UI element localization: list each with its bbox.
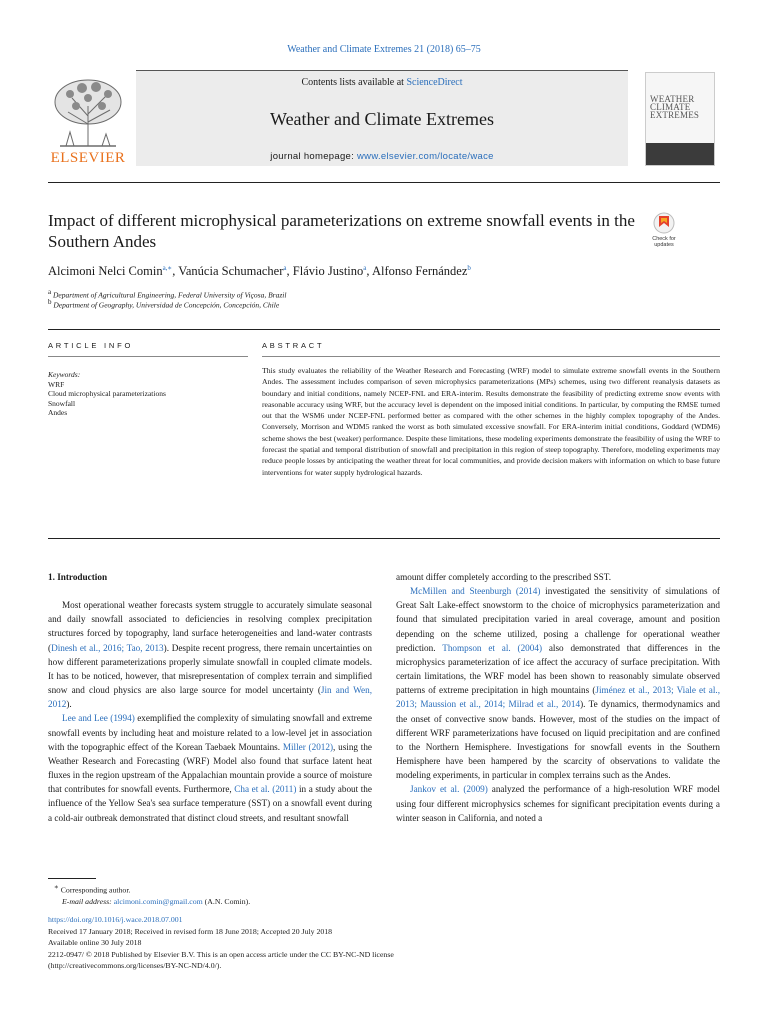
license-text: 2212-0947/ © 2018 Published by Elsevier B.V. This is an open access article under the CC BY-NC-ND license — [48, 949, 394, 959]
journal-banner — [136, 70, 628, 166]
citation-link[interactable]: Miller (2012) — [282, 741, 334, 752]
author-name[interactable]: Alcimoni Nelci Comin — [48, 264, 163, 279]
homepage-link[interactable]: www.elsevier.com/locate/wace — [357, 151, 494, 162]
journal-name: Weather and Climate Extremes — [270, 109, 494, 129]
footnote: ∗ Corresponding author. E-mail address: alcimoni.comin@gmail.com (A.N. Comin). — [54, 883, 251, 907]
elsevier-wordmark: ELSEVIER — [50, 150, 126, 166]
abstract-text: This study evaluates the reliability of the Weather Research and Forecasting (WRF) model to simulate extreme snowfall events in the Southern Andes. The assessment includes comparison of seven microphysics parameterizations (MPs) schemes, using two different reanalysis datasets as boundary and initial conditions, namely NCEP-FNL and ERA-interim. Results demonstrate the feasibility of predicting extreme snow events with reasonable accuracy using WRF, but the accuracy level is dependent on the imposed initial conditions. In particular, by computing the RMSE turned out that the WSM6 under NCEP-FNL performed better as compared with the other schemes in the highly complex topography of the Andes. Conversely, Morrison and WDM5 ranked the worst as both simulated excessive snowfall. For ERA-interim initial conditions, Goddard (WDM6) scheme shows the best (weaker) performance. Despite these limitations, these modeling experiments demonstrate the feasibility of using the WRF to forecast the spatial and temporal distribution of snowfall and precipitation in this region of steep topography. Therefore, modeling experiments may reduce people losses by anticipating the weather threat for local communities, and provide decision makers with information on which to base future interventions for water supply hydrological hazards. — [262, 366, 720, 477]
keyword: Snowfall — [48, 398, 76, 408]
article-info-heading: ARTICLE INFO — [48, 341, 134, 350]
author-name[interactable]: Vanúcia Schumacher — [178, 264, 284, 279]
received-dates: Received 17 January 2018; Received in revised form 18 June 2018; Accepted 20 July 2018 — [48, 926, 333, 936]
affiliation-divider — [48, 329, 720, 330]
article-title: Impact of different microphysical parameterizations on extreme snowfall events in the Southern Andes — [48, 211, 635, 251]
sciencedirect-link[interactable]: ScienceDirect — [406, 77, 463, 88]
journal-reference[interactable]: Weather and Climate Extremes 21 (2018) 65–75 — [287, 44, 481, 55]
masthead — [48, 70, 628, 165]
citation-link[interactable]: McMillen and Steenburgh (2014) — [410, 586, 541, 597]
article-metadata — [48, 914, 394, 972]
body-column-left — [48, 570, 372, 825]
contents-line: Contents lists available at ScienceDirect — [301, 77, 463, 88]
body-column-right — [396, 570, 720, 825]
journal-cover-thumbnail[interactable] — [645, 72, 715, 166]
abstract-end-divider — [48, 538, 720, 539]
crossmark-icon — [653, 212, 675, 234]
email-link[interactable]: alcimoni.comin@gmail.com — [113, 897, 203, 907]
paragraph: Jankov et al. (2009) analyzed the performance of a high-resolution WRF model using four different microphysics schemes for significant precipitation events during a winter season in California, and noted a — [396, 784, 720, 823]
author-list: Alcimoni Nelci Comin$^{a,∗}$, Vanúcia Schumacher$^a$, Flávio Justino$^a$, Alfonso Fernández$^b$ — [48, 264, 471, 279]
citation-link[interactable]: Cha et al. (2011) — [234, 784, 297, 795]
keyword: WRF — [48, 379, 65, 389]
author-name[interactable]: Flávio Justino — [292, 264, 364, 279]
keyword: Andes — [48, 408, 68, 418]
citation-link[interactable]: Lee and Lee (1994) — [62, 713, 135, 724]
doi-link[interactable]: https://doi.org/10.1016/j.wace.2018.07.001 — [48, 915, 183, 924]
affiliation: $^b$ Department of Geography, Universidad de Concepción, Concepción, Chile — [48, 298, 280, 310]
citation-link[interactable]: Dinesh et al., 2016; Tao, 2013 — [51, 642, 164, 653]
abstract-divider — [262, 356, 720, 357]
journal-homepage: journal homepage: www.elsevier.com/locate/wace — [270, 151, 494, 162]
article-info-divider — [48, 356, 248, 357]
check-for-updates-badge[interactable]: Check for updates — [646, 212, 682, 252]
header-divider — [48, 182, 720, 183]
keywords-label: Keywords: — [48, 370, 81, 379]
citation-link[interactable]: Jankov et al. (2009) — [410, 784, 488, 795]
paragraph: Lee and Lee (1994) exemplified the complexity of simulating snowfall and extreme snowfall events by including heat and moisture related to a low-level jet in association with the topographic effect of the Korean Taebaek Mountains. Miller (2012), using the Weather Research and Forecasting (WRF) Model also found that surface latent heat fluxes in the region upstream of the Appalachian mountain provide a source of moisture that contributes for snowfall events. Furthermore, Cha et al. (2011) in a study about the influence of the Yellow Sea's sea surface temperature (SST) on a snowfall event during a cold-air outbreak demonstrated that distinct cloud streets, and resultant snowfall — [48, 713, 372, 823]
paragraph: Most operational weather forecasts system struggle to accurately simulate seasonal and daily snowfall associated to deficiencies in resolving complex precipitation structures forced by topography, land surface heterogeneities and land-water contrasts (Dinesh et al., 2016; Tao, 2013). Despite recent progress, there remain uncertainties on how different parameterizations properly simulate snowfall in coupled climate models. It has to be noticed, however, that misrepresentation of complex terrain and simplified snow and cloud physics are also large source for model uncertainty (Jin and Wen, 2012). — [48, 600, 372, 710]
license-url[interactable]: (http://creativecommons.org/licenses/BY-NC-ND/4.0/). — [48, 961, 222, 971]
cover-image-band — [646, 143, 714, 165]
citation-link[interactable]: Jiménez et al., 2013; Viale et al., 2013; Maussion et al., 2014; Milrad et al., 2014 — [396, 685, 720, 710]
author-name[interactable]: Alfonso Fernández — [371, 264, 468, 279]
available-online: Available online 30 July 2018 — [48, 938, 142, 948]
section-heading-introduction: 1. Introduction — [48, 572, 108, 582]
paragraph: amount differ completely according to the prescribed SST. — [396, 572, 611, 582]
keywords-list — [48, 370, 166, 418]
citation-link[interactable]: Thompson et al. (2004) — [442, 642, 543, 653]
keyword: Cloud microphysical parameterizations — [48, 389, 166, 399]
citation-link[interactable]: Jin and Wen, 2012 — [48, 685, 372, 710]
paragraph: McMillen and Steenburgh (2014) investigated the sensitivity of simulations of Great Salt Lake-effect snowstorm to the choice of microphysics parameterization and found that simulated precipitation varied in areal coverage, amount and position depending on the scheme utilized, posing a challenge for operational weather prediction. Thompson et al. (2004) also demonstrated that differences in the microphysics parameterization of ice affect the accuracy of surface precipitation. With certain limitations, the WRF model has been shown to reasonably simulate observed patterns of extreme precipitation in high mountains (Jiménez et al., 2013; Viale et al., 2013; Maussion et al., 2014; Milrad et al., 2014). Te dynamics, thermodynamics and the onset of convective snow bands. However, most of the studies on the impact of different WRF parameterizations have focused on liquid precipitation and are confined to the Northern Hemisphere. Investigations for snowfall events in the Southern Hemisphere have been hampered by the scarcity of observations to validate the modeling experiments, in particular in complex terrains such as the Andes. — [396, 586, 720, 781]
affiliation: $^a$ Department of Agricultural Engineering, Federal University of Viçosa, Brazil — [48, 288, 287, 300]
footnote-divider — [48, 878, 96, 879]
abstract-heading: ABSTRACT — [262, 341, 325, 350]
cover-title: WEATHER CLIMATE EXTREMES — [650, 94, 700, 120]
